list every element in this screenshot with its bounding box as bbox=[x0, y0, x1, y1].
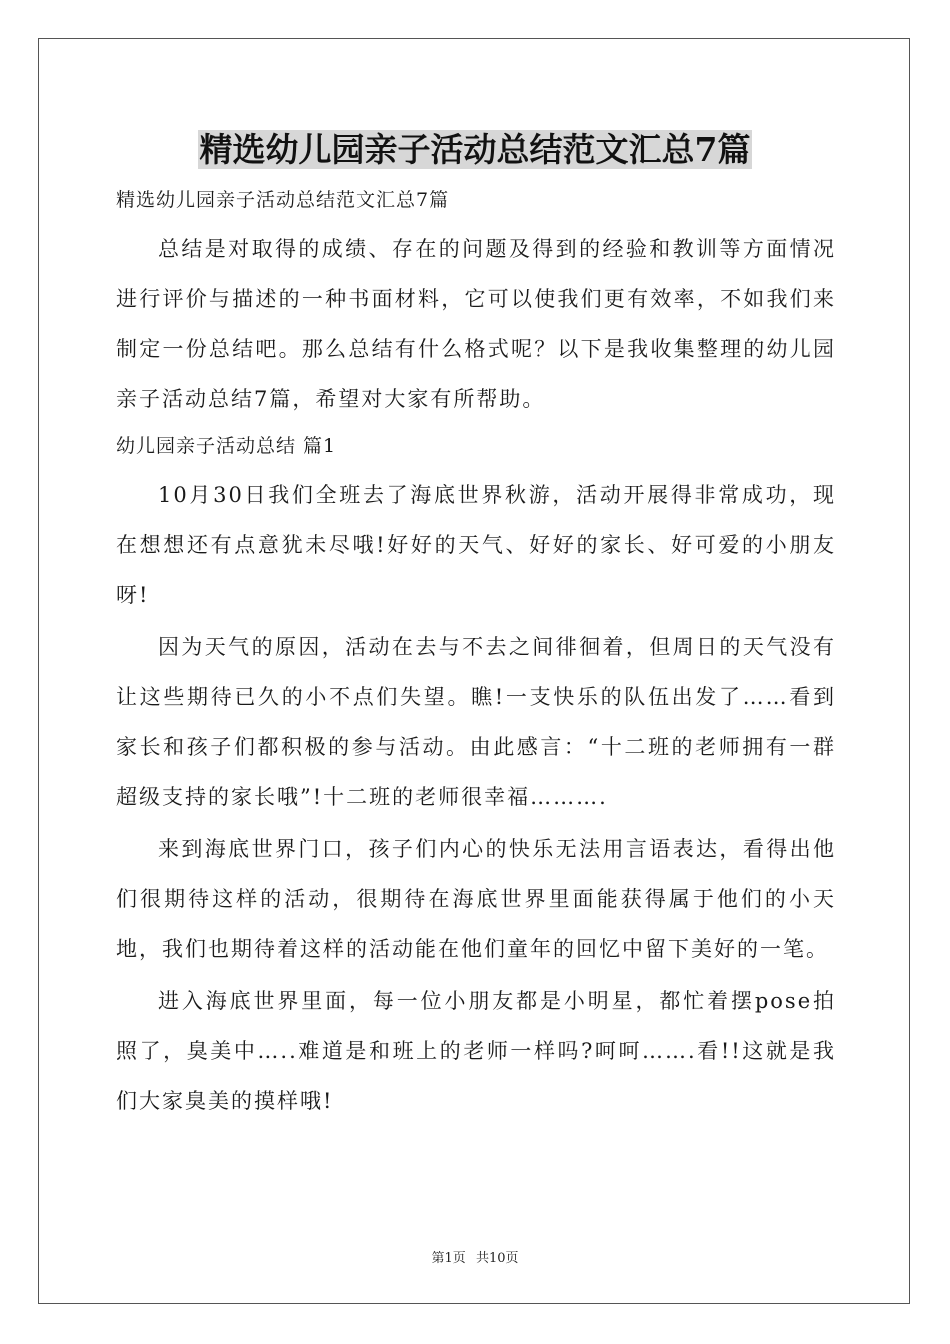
body-paragraph-3: 来到海底世界门口，孩子们内心的快乐无法用言语表达，看得出他们很期待这样的活动，很期待在海底世界里面能获得属于他们的小天地，我们也期待着这样的活动能在他们童年的回忆中留下美好的一笔。 bbox=[116, 837, 836, 961]
document-title-text: 精选幼儿园亲子活动总结范文汇总7篇 bbox=[199, 130, 751, 169]
document-title bbox=[0, 125, 950, 175]
intro-paragraph: 总结是对取得的成绩、存在的问题及得到的经验和教训等方面情况进行评价与描述的一种书面材料，它可以使我们更有效率，不如我们来制定一份总结吧。那么总结有什么格式呢？以下是我收集整理的幼儿园亲子活动总结7篇，希望对大家有所帮助。 bbox=[116, 237, 836, 411]
page-number: 第1页 bbox=[431, 1251, 466, 1266]
body-paragraph-2: 因为天气的原因，活动在去与不去之间徘徊着，但周日的天气没有让这些期待已久的小不点们失望。瞧!一支快乐的队伍出发了……看到家长和孩子们都积极的参与活动。由此感言：“十二班的老师拥有一群超级支持的家长哦”!十二班的老师很幸福………. bbox=[116, 635, 836, 809]
page-footer bbox=[0, 1247, 950, 1266]
body-paragraph-4: 进入海底世界里面，每一位小朋友都是小明星，都忙着摆pose拍照了，臭美中…..难道是和班上的老师一样吗?呵呵…….看!!这就是我们大家臭美的摸样哦! bbox=[116, 989, 836, 1113]
section-heading: 幼儿园亲子活动总结 篇1 bbox=[116, 435, 337, 457]
body-paragraph-1: 10月30日我们全班去了海底世界秋游，活动开展得非常成功，现在想想还有点意犹未尽哦!好好的天气、好好的家长、好可爱的小朋友呀! bbox=[116, 483, 836, 607]
document-body bbox=[116, 180, 836, 1126]
page-total: 共10页 bbox=[475, 1251, 519, 1266]
document-subtitle: 精选幼儿园亲子活动总结范文汇总7篇 bbox=[116, 189, 450, 211]
